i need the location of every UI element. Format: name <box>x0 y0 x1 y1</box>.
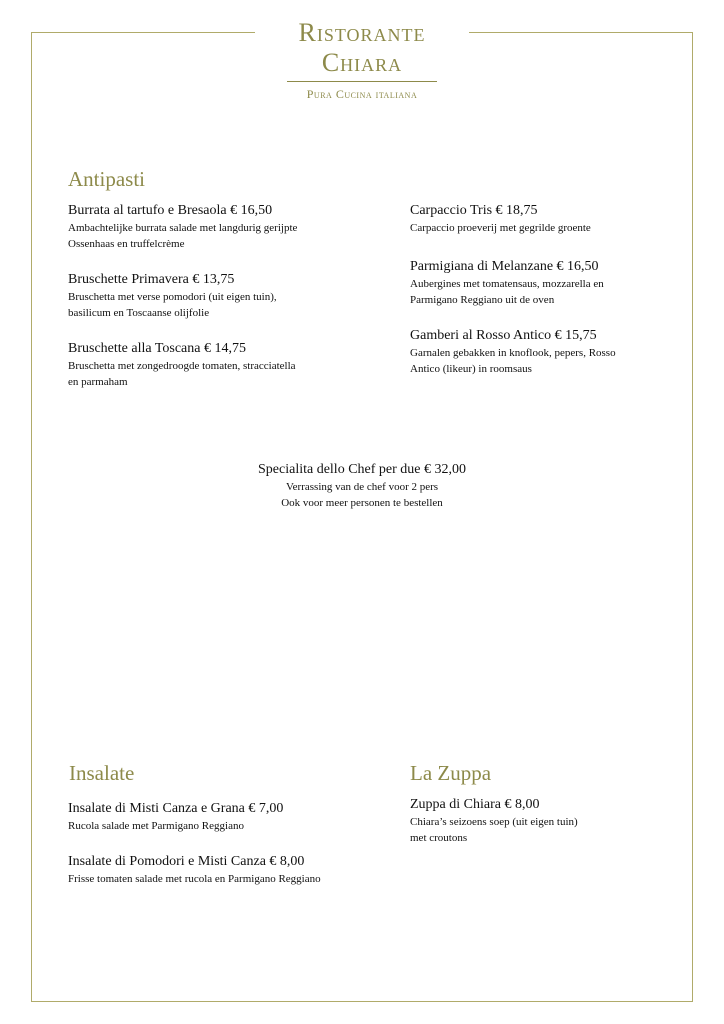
dish-description: Ossenhaas en truffelcrème <box>68 238 185 250</box>
dish-item <box>68 202 297 252</box>
dish-name: Gamberi al Rosso Antico € 15,75 <box>410 328 597 343</box>
logo-name-line1: Ristorante <box>298 18 426 47</box>
chef-special <box>32 461 692 511</box>
dish-name: Bruschette Primavera € 13,75 <box>68 272 235 287</box>
restaurant-logo <box>255 18 469 102</box>
dish-name: Burrata al tartufo e Bresaola € 16,50 <box>68 203 273 218</box>
section-title-insalate: Insalate <box>69 761 135 785</box>
dish-item <box>68 271 277 321</box>
dish-item <box>410 202 591 236</box>
dish-description: Chiara’s seizoens soep (uit eigen tuin) <box>410 816 578 828</box>
dish-description: Ambachtelijke burrata salade met langdurig gerijpte <box>68 222 298 234</box>
dish-name: Zuppa di Chiara € 8,00 <box>410 797 540 812</box>
dish-item <box>68 800 283 834</box>
special-description: Verrassing van de chef voor 2 pers <box>285 481 439 493</box>
dish-description: en parmaham <box>68 376 128 388</box>
special-description: Ook voor meer personen te bestellen <box>281 497 443 509</box>
dish-description: Bruschetta met zongedroogde tomaten, stracciatella <box>68 360 296 372</box>
dish-name: Insalate di Misti Canza e Grana € 7,00 <box>68 801 284 816</box>
dish-description: Aubergines met tomatensaus, mozzarella en <box>410 278 604 290</box>
dish-description: Bruschetta met verse pomodori (uit eigen tuin), <box>68 291 277 303</box>
dish-item <box>410 796 578 846</box>
dish-name: Insalate di Pomodori e Misti Canza € 8,00 <box>68 854 305 869</box>
dish-description: basilicum en Toscaanse olijfolie <box>68 307 210 319</box>
dish-name: Carpaccio Tris € 18,75 <box>410 203 538 218</box>
dish-description: Carpaccio proeverij met gegrilde groente <box>410 222 591 234</box>
dish-description: Parmigano Reggiano uit de oven <box>410 294 555 306</box>
dish-description: Garnalen gebakken in knoflook, pepers, Rosso <box>410 347 616 359</box>
logo-divider <box>287 81 437 82</box>
section-title-zuppa: La Zuppa <box>410 761 492 785</box>
dish-item <box>410 258 604 308</box>
logo-tagline: Pura Cucina italiana <box>306 87 418 101</box>
dish-description: Frisse tomaten salade met rucola en Parmigano Reggiano <box>68 873 321 885</box>
dish-description: met croutons <box>410 832 468 844</box>
dish-name: Parmigiana di Melanzane € 16,50 <box>410 259 599 274</box>
dish-name: Bruschette alla Toscana € 14,75 <box>68 341 246 356</box>
dish-description: Antico (likeur) in roomsaus <box>410 363 532 375</box>
dish-item <box>68 340 296 390</box>
logo-name-line2: Chiara <box>321 48 403 77</box>
dish-item <box>68 853 321 887</box>
section-title-antipasti: Antipasti <box>68 167 145 191</box>
dish-description: Rucola salade met Parmigano Reggiano <box>68 820 244 832</box>
dish-item <box>410 327 616 377</box>
special-name: Specialita dello Chef per due € 32,00 <box>258 462 466 477</box>
